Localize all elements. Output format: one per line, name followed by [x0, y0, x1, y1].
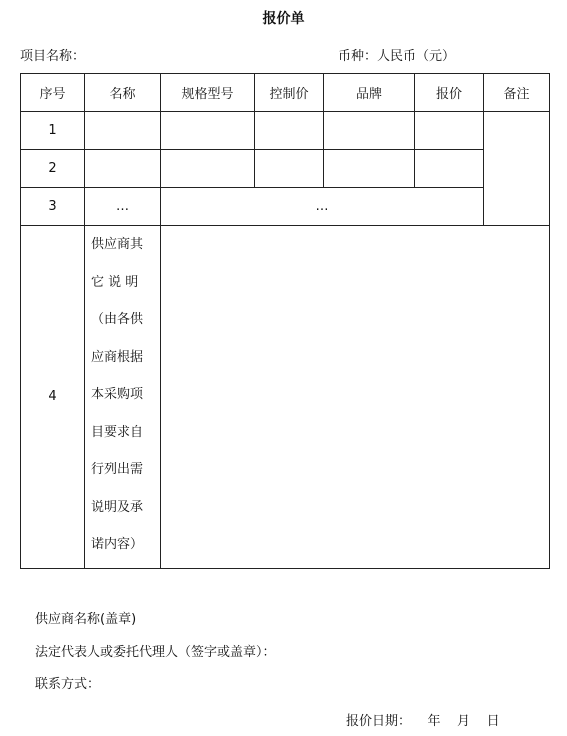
other-notes-content — [161, 226, 550, 569]
other-notes-line: 本采购项 — [91, 387, 144, 402]
row-no: 3 — [21, 188, 85, 226]
project-name-label: 项目名称： — [20, 49, 86, 64]
header-control-price: 控制价 — [255, 74, 324, 112]
cell-name — [85, 112, 161, 150]
header-remarks: 备注 — [484, 74, 550, 112]
table-row — [21, 188, 550, 226]
other-notes-line: 供应商其 — [91, 237, 144, 252]
other-notes-line: 行列出需 — [91, 462, 144, 477]
quotation-table — [20, 73, 550, 569]
header-spec: 规格型号 — [161, 74, 255, 112]
supplier-name-label: 供应商名称(盖章) — [35, 612, 137, 627]
table-row — [21, 150, 550, 188]
other-notes-line: （由各供 — [91, 312, 144, 327]
cell-brand — [324, 150, 415, 188]
header-quote: 报价 — [415, 74, 484, 112]
other-notes-line: 应商根据 — [91, 349, 144, 365]
cell-spec — [161, 150, 255, 188]
cell-brand — [324, 112, 415, 150]
row-no: 2 — [21, 150, 85, 188]
other-notes-line: 它 说 明 — [91, 274, 139, 290]
table-row-other — [21, 226, 550, 569]
header-brand: 品牌 — [324, 74, 415, 112]
table-row — [21, 112, 550, 150]
representative-label: 法定代表人或委托代理人（签字或盖章）： — [35, 645, 276, 660]
cell-remarks — [484, 112, 550, 226]
contact-label: 联系方式： — [35, 677, 101, 692]
cell-control-price — [255, 150, 324, 188]
document-title: 报价单 — [262, 11, 305, 27]
other-notes-line: 目要求自 — [91, 424, 144, 440]
currency-label: 币种：人民币（元） — [338, 49, 456, 64]
row-no: 1 — [21, 112, 85, 150]
table-header-row — [21, 74, 550, 112]
cell-spec — [161, 112, 255, 150]
cell-quote — [415, 150, 484, 188]
other-notes-line: 诺内容） — [91, 537, 144, 552]
cell-merged-ellipsis: … — [161, 188, 484, 226]
quote-date-label: 报价日期： 年 月 日 — [346, 714, 500, 729]
row-no: 4 — [21, 226, 85, 569]
header-no: 序号 — [21, 74, 85, 112]
cell-name: … — [85, 188, 161, 226]
cell-quote — [415, 112, 484, 150]
cell-control-price — [255, 112, 324, 150]
cell-name — [85, 150, 161, 188]
other-notes-line: 说明及承 — [91, 499, 144, 515]
header-name: 名称 — [85, 74, 161, 112]
other-notes-label — [85, 226, 161, 569]
